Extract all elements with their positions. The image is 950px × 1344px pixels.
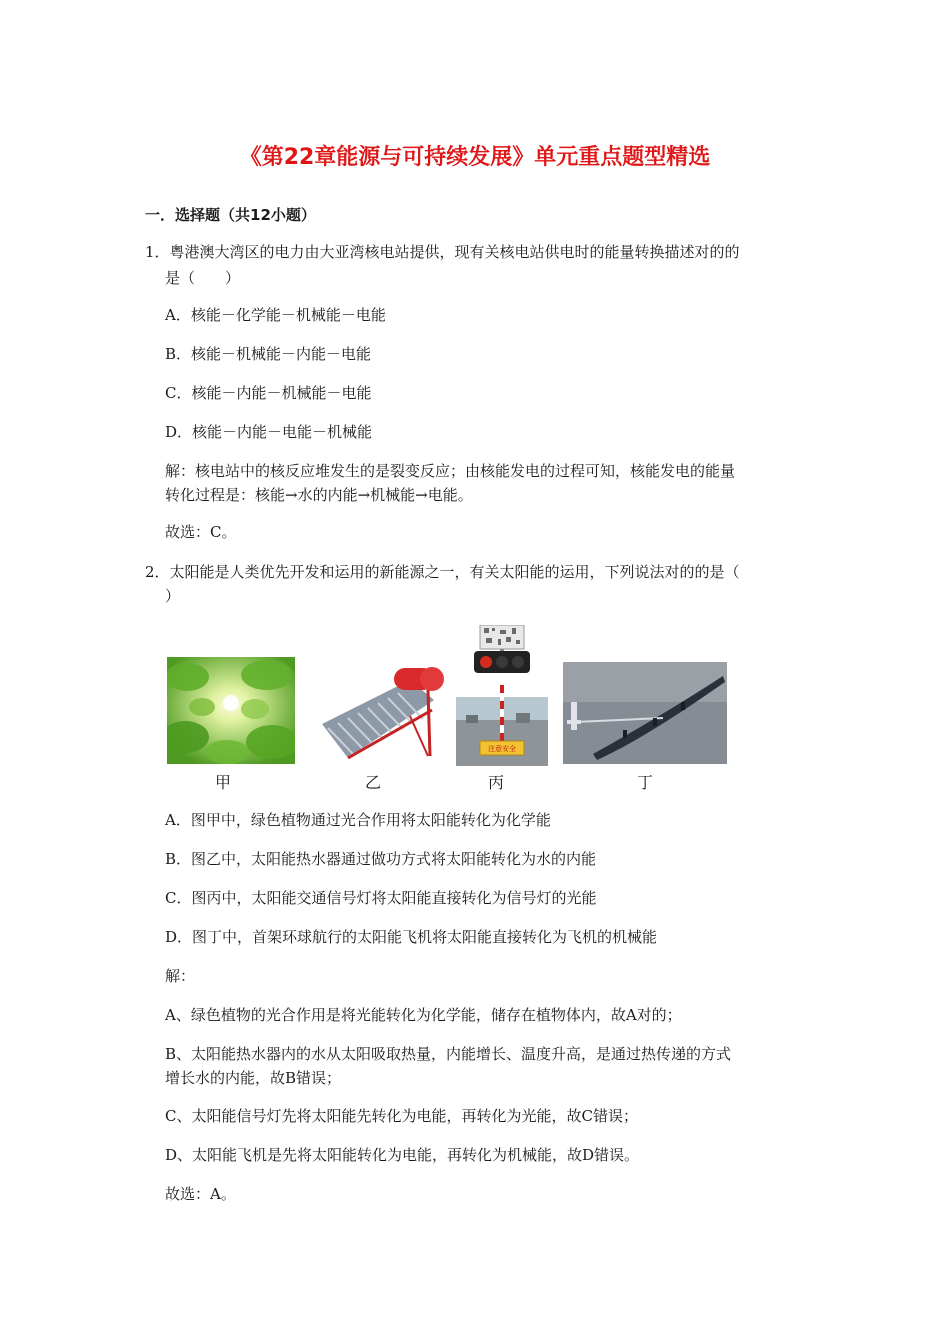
q2-solution-c: C、太阳能信号灯先将太阳能先转化为电能，再转化为光能，故C错误； — [165, 1107, 638, 1125]
figure-caption-jia: 甲 — [215, 773, 232, 792]
figure-leaves-sunlight — [167, 657, 295, 764]
q1-option-c: C．核能－内能－机械能－电能 — [165, 384, 372, 402]
q2-solution-b-line1: B、太阳能热水器内的水从太阳吸取热量，内能增长、温度升高，是通过热传递的方式 — [165, 1045, 732, 1063]
q2-answer: 故选：A。 — [165, 1185, 236, 1203]
figure-caption-yi: 乙 — [365, 773, 382, 792]
q2-option-b: B．图乙中，太阳能热水器通过做功方式将太阳能转化为水的内能 — [165, 850, 597, 868]
q2-stem-line2: ） — [165, 587, 181, 605]
q2-stem-line1: 2．太阳能是人类优先开发和运用的新能源之一，有关太阳能的运用，下列说法对的的是（ — [145, 563, 740, 581]
q1-stem-line1: 1．粤港澳大湾区的电力由大亚湾核电站提供，现有关核电站供电时的能量转换描述对的的 — [145, 243, 740, 261]
q2-solution-head: 解： — [165, 967, 196, 985]
page-title: 《第22章能源与可持续发展》单元重点题型精选 — [239, 145, 711, 170]
figure-solar-traffic-light — [456, 625, 548, 766]
q2-solution-d: D、太阳能飞机是先将太阳能转化为电能，再转化为机械能，故D错误。 — [165, 1146, 640, 1164]
safety-sign-text: 注意安全 — [488, 745, 516, 753]
q2-option-a: A．图甲中，绿色植物通过光合作用将太阳能转化为化学能 — [165, 811, 551, 829]
figure-caption-ding: 丁 — [637, 773, 654, 792]
q1-option-b: B．核能－机械能－内能－电能 — [165, 345, 372, 363]
section-heading: 一．选择题（共12小题） — [145, 206, 316, 224]
q1-solution-line1: 解：核电站中的核反应堆发生的是裂变反应；由核能发电的过程可知，核能发电的能量 — [165, 462, 736, 480]
figure-solar-aircraft — [563, 662, 727, 764]
q2-solution-a: A、绿色植物的光合作用是将光能转化为化学能，储存在植物体内，故A对的； — [165, 1006, 682, 1024]
q2-option-c: C．图丙中，太阳能交通信号灯将太阳能直接转化为信号灯的光能 — [165, 889, 597, 907]
q2-option-d: D．图丁中，首架环球航行的太阳能飞机将太阳能直接转化为飞机的机械能 — [165, 928, 658, 946]
figure-caption-bing: 丙 — [488, 773, 505, 792]
q1-stem-line2: 是（ ） — [165, 269, 241, 287]
q1-option-d: D．核能－内能－电能－机械能 — [165, 423, 373, 441]
q1-answer: 故选：C。 — [165, 523, 237, 541]
q1-solution-line2: 转化过程是：核能→水的内能→机械能→电能。 — [165, 486, 473, 504]
figure-solar-water-heater — [318, 652, 446, 766]
q1-option-a: A．核能－化学能－机械能－电能 — [165, 306, 386, 324]
q2-solution-b-line2: 增长水的内能，故B错误； — [165, 1069, 342, 1087]
